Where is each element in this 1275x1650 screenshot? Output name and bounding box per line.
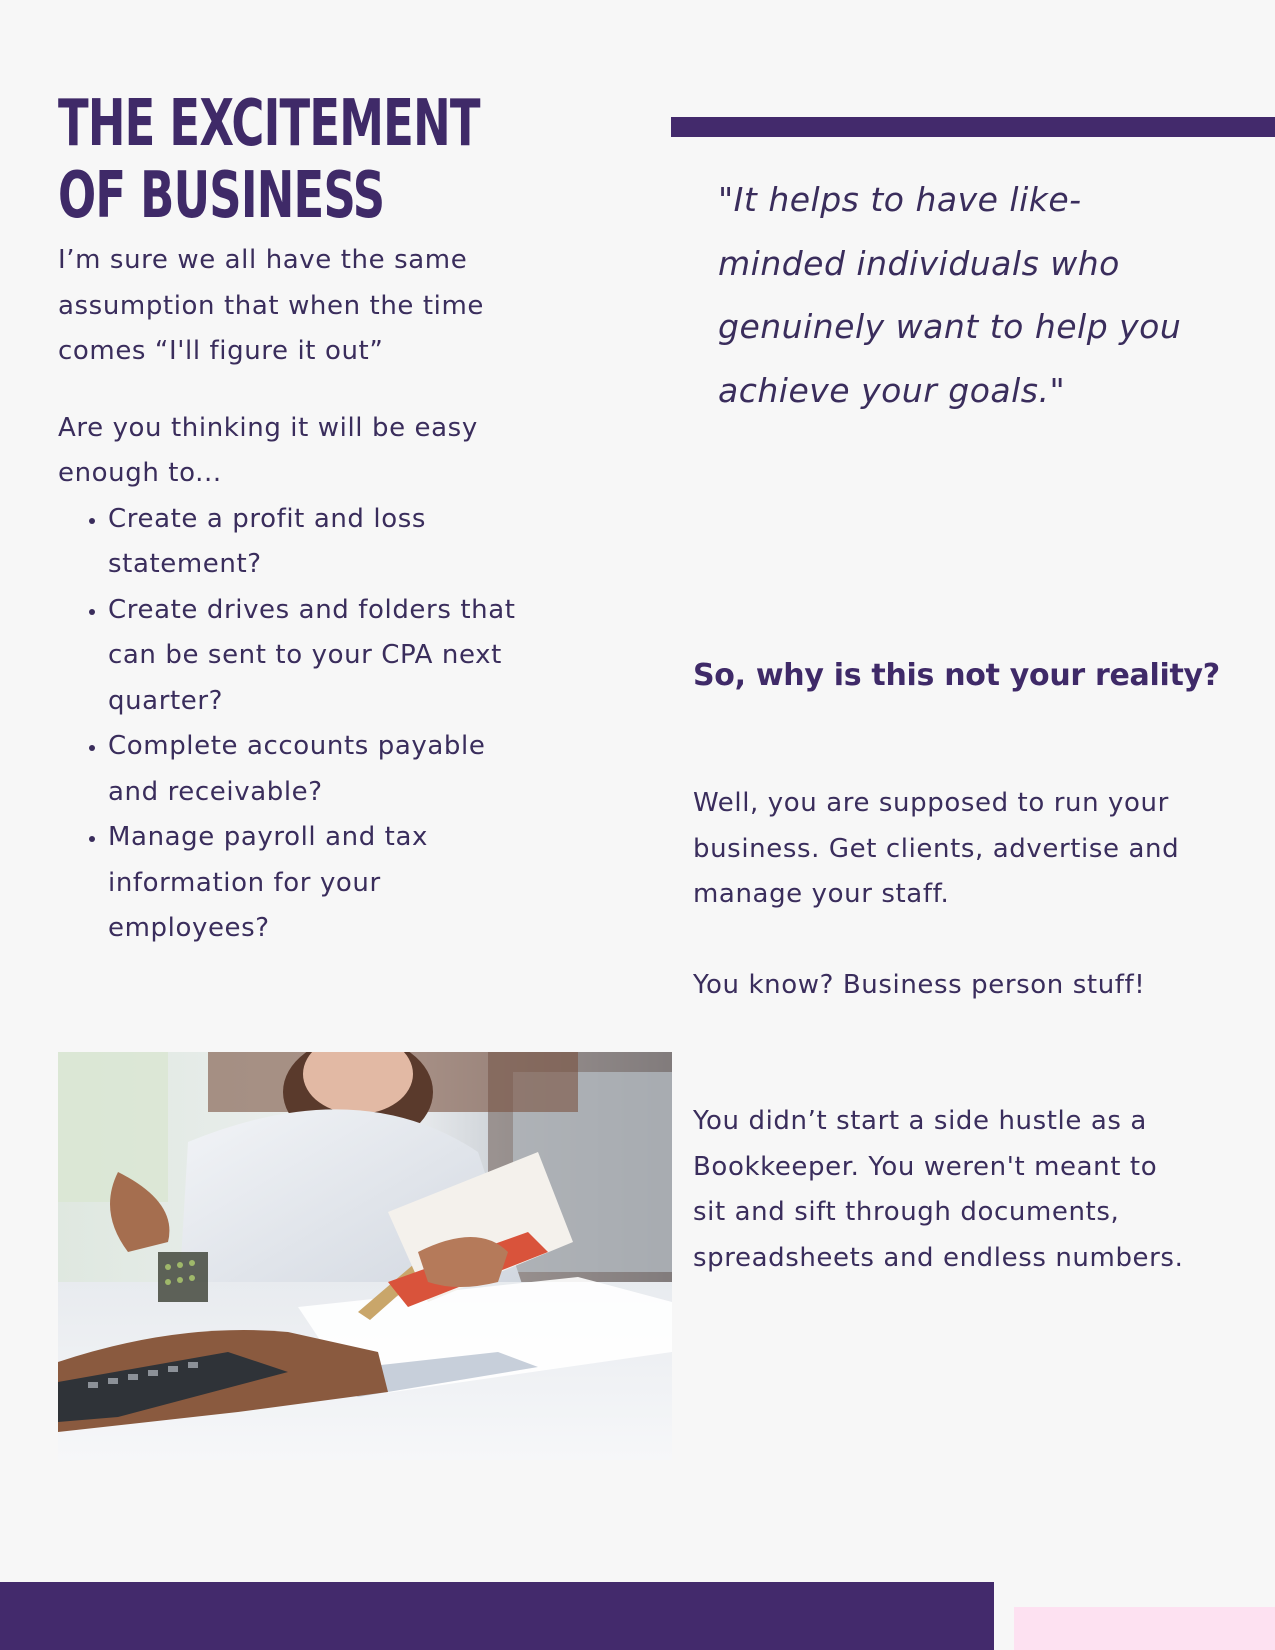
spacer xyxy=(58,375,538,406)
paragraph-side-hustle: You didn’t start a side hustle as a Bookkeeper. You weren't meant to sit and sift through documents, spreadsheets and endless numbers. xyxy=(693,1106,1184,1273)
intro-paragraph: I’m sure we all have the same assumption that when the time comes “I'll figure it out” xyxy=(58,245,485,366)
photo-illustration xyxy=(58,1052,672,1460)
list-item: • Manage payroll and tax information for your employees? xyxy=(108,815,538,952)
left-column xyxy=(58,238,538,952)
footer-accent-bar xyxy=(0,1582,994,1650)
paragraph-business-stuff: You know? Business person stuff! xyxy=(693,970,1146,1000)
list-item: • Create drives and folders that can be sent to your CPA next quarter? xyxy=(108,588,538,725)
page-title: THE EXCITEMENT OF BUSINESS xyxy=(58,87,480,233)
footer-pink-block xyxy=(1014,1607,1275,1650)
list-item: • Complete accounts payable and receivable? xyxy=(108,724,538,815)
accent-bar xyxy=(671,117,1275,137)
checklist xyxy=(58,497,538,952)
paragraph-run-business: Well, you are supposed to run your business. Get clients, advertise and manage your staff. xyxy=(693,788,1180,909)
pull-quote: "It helps to have like-minded individuals who genuinely want to help you achieve your goals." xyxy=(718,180,1182,410)
office-photo xyxy=(58,1052,672,1460)
list-item: • Create a profit and loss statement? xyxy=(108,497,538,588)
section-heading: So, why is this not your reality? xyxy=(693,658,1220,693)
question-lead: Are you thinking it will be easy enough to... xyxy=(58,412,478,488)
